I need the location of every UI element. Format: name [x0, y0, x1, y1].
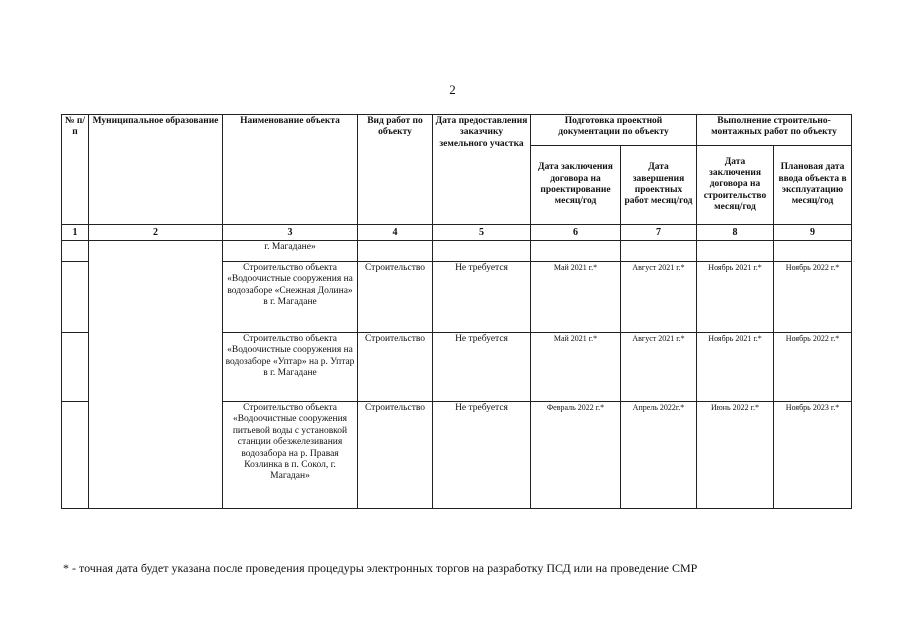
- column-number: 2: [89, 225, 223, 241]
- design-finish-date: Август 2021 г.*: [621, 333, 697, 402]
- commissioning-date: Ноябрь 2022 г.*: [774, 262, 852, 333]
- column-number-row: [62, 225, 852, 241]
- design-contract-date: Май 2021 г.*: [531, 262, 621, 333]
- page-number: 2: [449, 82, 456, 97]
- column-number: 7: [621, 225, 697, 241]
- header-land-date: Дата предоставления заказчику земельного участка: [433, 115, 531, 225]
- table-row-continuation: [62, 241, 852, 262]
- construction-contract-date: Июнь 2022 г.*: [697, 402, 774, 509]
- header-work-type: Вид работ по объекту: [358, 115, 433, 225]
- column-number: 5: [433, 225, 531, 241]
- work-type: Строительство: [358, 402, 433, 509]
- column-number: 3: [223, 225, 358, 241]
- land-date: Не требуется: [433, 333, 531, 402]
- header-municipality: Муниципальное образование: [89, 115, 223, 225]
- municipality-cell: [89, 241, 223, 509]
- design-contract-date: Февраль 2022 г.*: [531, 402, 621, 509]
- column-number: 1: [62, 225, 89, 241]
- land-date: Не требуется: [433, 402, 531, 509]
- commissioning-date: Ноябрь 2022 г.*: [774, 333, 852, 402]
- header-object-name: Наименование объекта: [223, 115, 358, 225]
- header-design-contract: Дата заключения договора на проектирование месяц/год: [531, 146, 621, 225]
- work-type: Строительство: [358, 262, 433, 333]
- design-contract-date: Май 2021 г.*: [531, 333, 621, 402]
- object-name: Строительство объекта «Водоочистные сооружения на водозаборе «Уптар» на р. Уптар в г. Магадане: [223, 333, 358, 402]
- header-construction-group: Выполнение строительно-монтажных работ по объекту: [697, 115, 852, 146]
- column-number: 9: [774, 225, 852, 241]
- work-type: Строительство: [358, 333, 433, 402]
- construction-schedule-table: [61, 114, 852, 509]
- header-design-group: Подготовка проектной документации по объекту: [531, 115, 697, 146]
- design-finish-date: Август 2021 г.*: [621, 262, 697, 333]
- construction-contract-date: Ноябрь 2021 г.*: [697, 262, 774, 333]
- header-design-finish: Дата завершения проектных работ месяц/год: [621, 146, 697, 225]
- design-finish-date: Апрель 2022г.*: [621, 402, 697, 509]
- column-number: 4: [358, 225, 433, 241]
- commissioning-date: Ноябрь 2023 г.*: [774, 402, 852, 509]
- header-num: № п/п: [62, 115, 89, 225]
- object-name: Строительство объекта «Водоочистные сооружения на водозаборе «Снежная Долина» в г. Магадане: [223, 262, 358, 333]
- land-date: Не требуется: [433, 262, 531, 333]
- column-number: 6: [531, 225, 621, 241]
- header-commissioning: Плановая дата ввода объекта в эксплуатацию месяц/год: [774, 146, 852, 225]
- header-construction-contract: Дата заключения договора на строительство месяц/год: [697, 146, 774, 225]
- footnote: * - точная дата будет указана после проведения процедуры электронных торгов на разработку ПСД или на проведение СМР: [63, 561, 698, 575]
- column-number: 8: [697, 225, 774, 241]
- continuation-text: г. Магадане»: [223, 241, 358, 262]
- construction-contract-date: Ноябрь 2021 г.*: [697, 333, 774, 402]
- object-name: Строительство объекта «Водоочистные сооружения питьевой воды с установкой станции обезжелезивания водозабора на р. Правая Козлинка в п. Сокол, г. Магадан»: [223, 402, 358, 509]
